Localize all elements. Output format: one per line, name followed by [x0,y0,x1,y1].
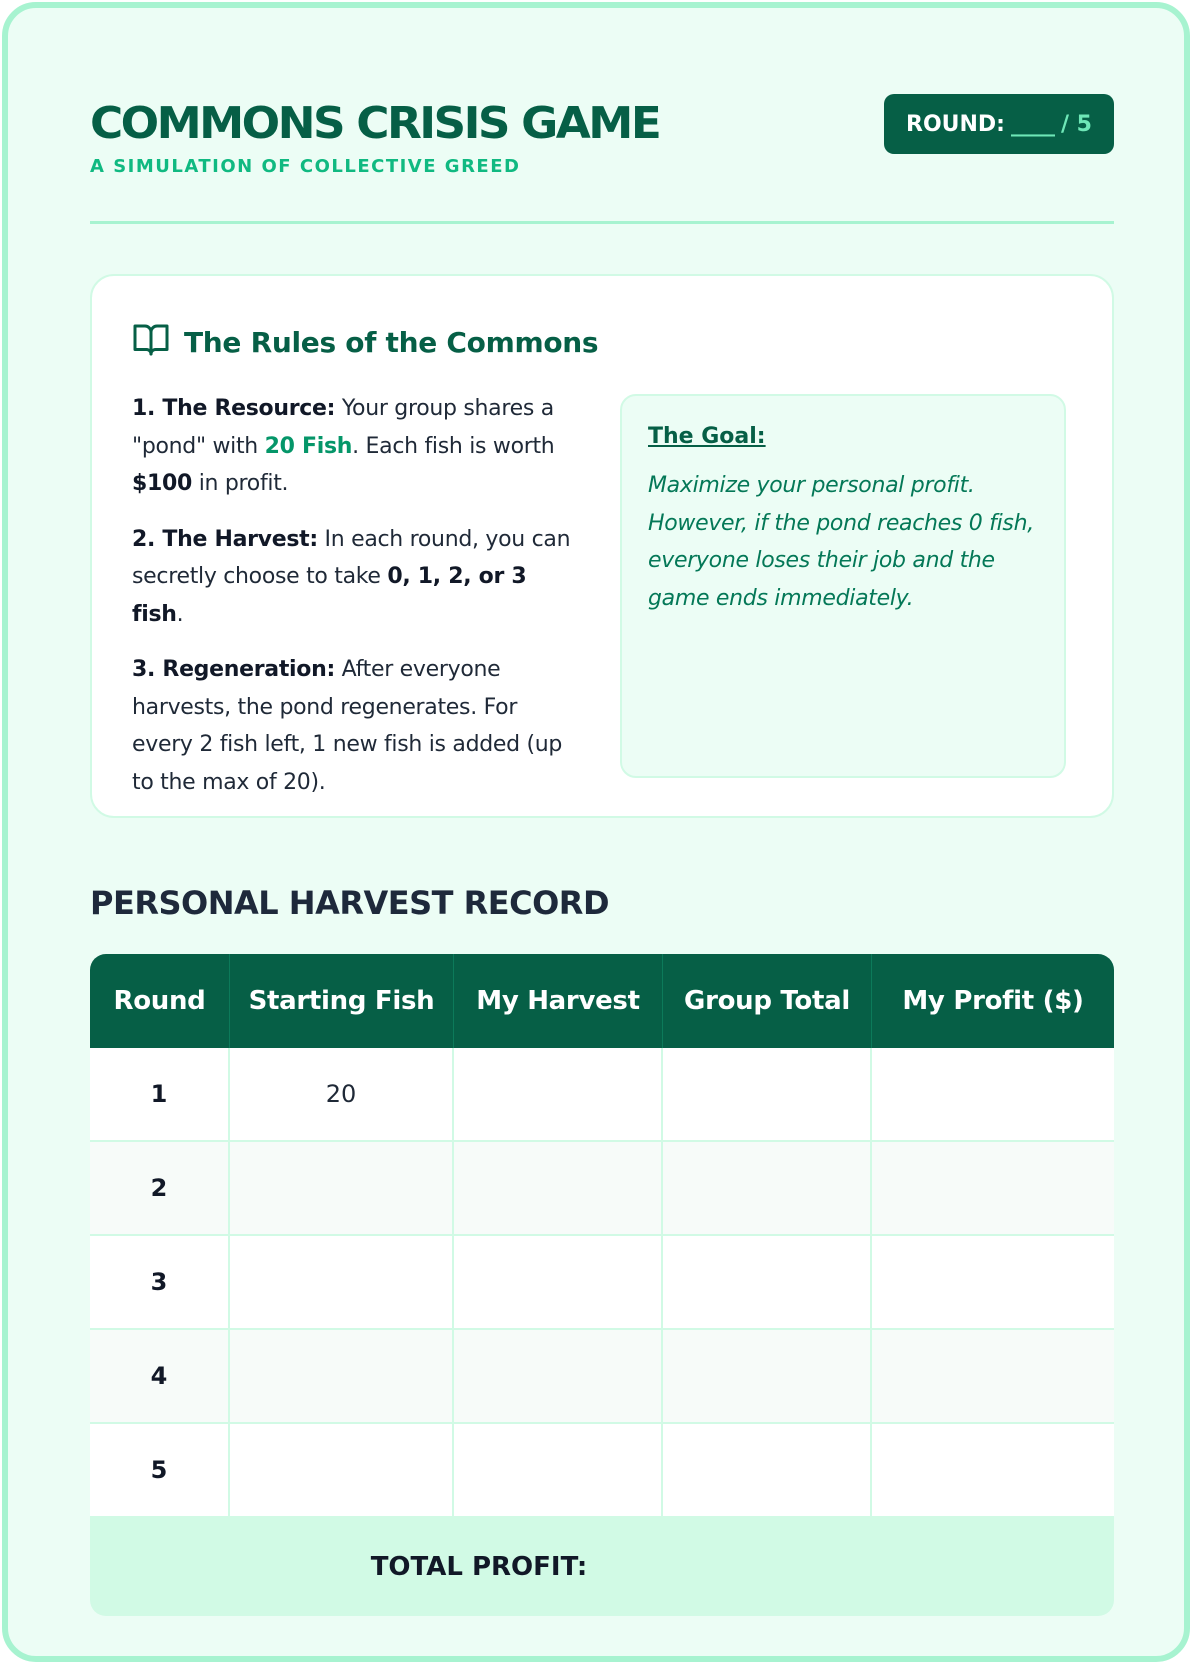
worksheet [2,2,1190,1662]
goal-box [620,394,1066,778]
my-profit-cell[interactable] [872,1424,1114,1518]
rules-title: The Rules of the Commons [184,325,599,359]
round-number-cell: 3 [90,1236,230,1330]
round-max: / 5 [1060,111,1092,137]
rule-bold: $100 [132,471,193,496]
round-blank: ____ [1010,111,1055,137]
round-number-cell: 5 [90,1424,230,1518]
my-profit-cell[interactable] [872,1330,1114,1424]
round-badge [884,94,1114,154]
my-harvest-cell[interactable] [454,1048,663,1142]
rule-highlight: 20 Fish [264,433,353,459]
my-harvest-cell[interactable] [454,1142,663,1236]
rule-text: Your group shares a "pond" with [132,396,554,459]
rule-text: in profit. [192,471,289,496]
rule-label: 2. The Harvest: [132,526,318,552]
my-profit-cell[interactable] [872,1048,1114,1142]
table-row [90,1236,1114,1330]
total-profit-label: TOTAL PROFIT: [90,1518,872,1616]
goal-text: Maximize your personal profit. However, if the pond reaches 0 fish, everyone loses their job and the game ends immediately. [648,473,1034,611]
rules-card [90,274,1114,818]
column-header-group-total: Group Total [663,954,872,1048]
table-row [90,1330,1114,1424]
round-number-cell: 1 [90,1048,230,1142]
rule-text: In each round, you can secretly choose to take [132,526,571,589]
group-total-cell[interactable] [663,1236,872,1330]
harvest-record-table [90,954,1114,1616]
page-subtitle: A SIMULATION OF COLLECTIVE GREED [90,156,521,177]
rule-text: After everyone harvests, the pond regenerates. For every 2 fish left, 1 new fish is added (up to the max of 20). [132,657,563,795]
column-header-round: Round [90,954,230,1048]
group-total-cell[interactable] [663,1048,872,1142]
round-label: ROUND: [906,111,1005,137]
table-row [90,1048,1114,1142]
group-total-cell[interactable] [663,1330,872,1424]
rule-text: . Each fish is worth [352,433,555,459]
rule-harvest [132,521,582,634]
starting-fish-cell[interactable] [230,1142,454,1236]
starting-fish-cell[interactable] [230,1424,454,1518]
goal-title: The Goal: [648,424,766,449]
starting-fish-cell[interactable] [230,1236,454,1330]
rule-text: . [176,601,184,627]
column-header-my-harvest: My Harvest [454,954,663,1048]
rules-heading [132,322,598,362]
book-icon [132,322,170,362]
rule-resource [132,390,582,503]
rule-regeneration [132,651,582,801]
my-harvest-cell[interactable] [454,1236,663,1330]
rule-bold: 0, 1, 2, or 3 fish [132,564,527,627]
starting-fish-cell[interactable]: 20 [230,1048,454,1142]
round-number-cell: 4 [90,1330,230,1424]
rule-label: 3. Regeneration: [132,657,335,682]
starting-fish-cell[interactable] [230,1330,454,1424]
page-title: COMMONS CRISIS GAME [90,98,660,149]
rules-list [132,390,582,819]
my-profit-cell[interactable] [872,1142,1114,1236]
total-profit-value-cell[interactable] [872,1518,1114,1616]
group-total-cell[interactable] [663,1142,872,1236]
record-title: PERSONAL HARVEST RECORD [90,884,609,922]
my-profit-cell[interactable] [872,1236,1114,1330]
my-harvest-cell[interactable] [454,1424,663,1518]
group-total-cell[interactable] [663,1424,872,1518]
my-harvest-cell[interactable] [454,1330,663,1424]
rule-label: 1. The Resource: [132,396,336,421]
column-header-starting-fish: Starting Fish [230,954,454,1048]
table-row [90,1142,1114,1236]
header [90,88,1114,224]
total-profit-row [90,1518,1114,1616]
table-header-row [90,954,1114,1048]
round-number-cell: 2 [90,1142,230,1236]
table-row [90,1424,1114,1518]
column-header-my-profit: My Profit ($) [872,954,1114,1048]
